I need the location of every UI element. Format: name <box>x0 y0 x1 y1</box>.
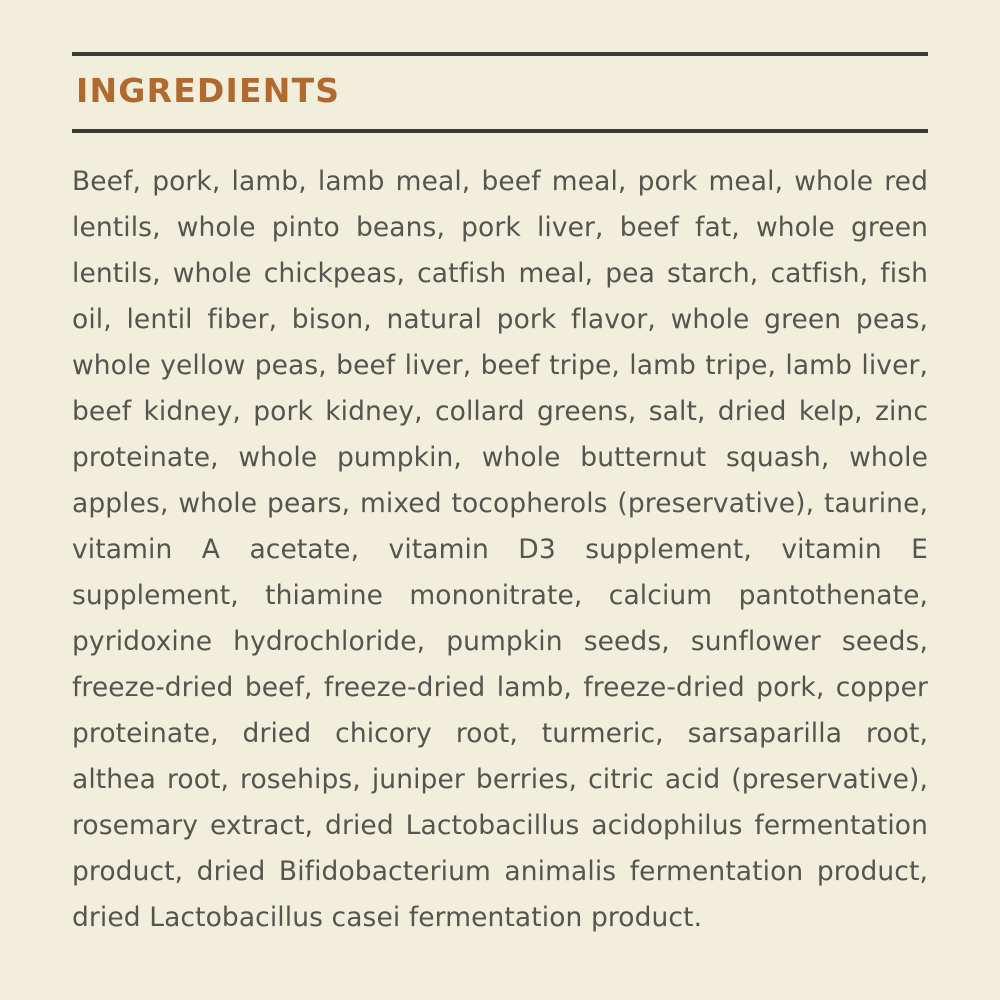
ingredients-body: Beef, pork, lamb, lamb meal, beef meal, pork meal, whole red lentils, whole pinto beans, pork liver, beef fat, whole green lentils, whole chickpeas, catfish meal, pea starch, catfish, fish oil, lentil fiber, bison, natural pork flavor, whole green peas, whole yellow peas, beef liver, beef tripe, lamb tripe, lamb liver, beef kidney, pork kidney, collard greens, salt, dried kelp, zinc proteinate, whole pumpkin, whole butternut squash, whole apples, whole pears, mixed tocopherols (preservative), taurine, vitamin A acetate, vitamin D3 supplement, vitamin E supplement, thiamine mononitrate, calcium pantothenate, pyridoxine hydrochloride, pumpkin seeds, sunflower seeds, freeze-dried beef, freeze-dried lamb, freeze-dried pork, copper proteinate, dried chicory root, turmeric, sarsaparilla root, althea root, rosehips, juniper berries, citric acid (preservative), rosemary extract, dried Lactobacillus acidophilus fermentation product, dried Bifidobacterium animalis fermentation product, dried Lactobacillus casei fermentation product. <box>72 166 928 933</box>
page-title: INGREDIENTS <box>76 71 341 110</box>
bottom-divider <box>72 129 928 133</box>
